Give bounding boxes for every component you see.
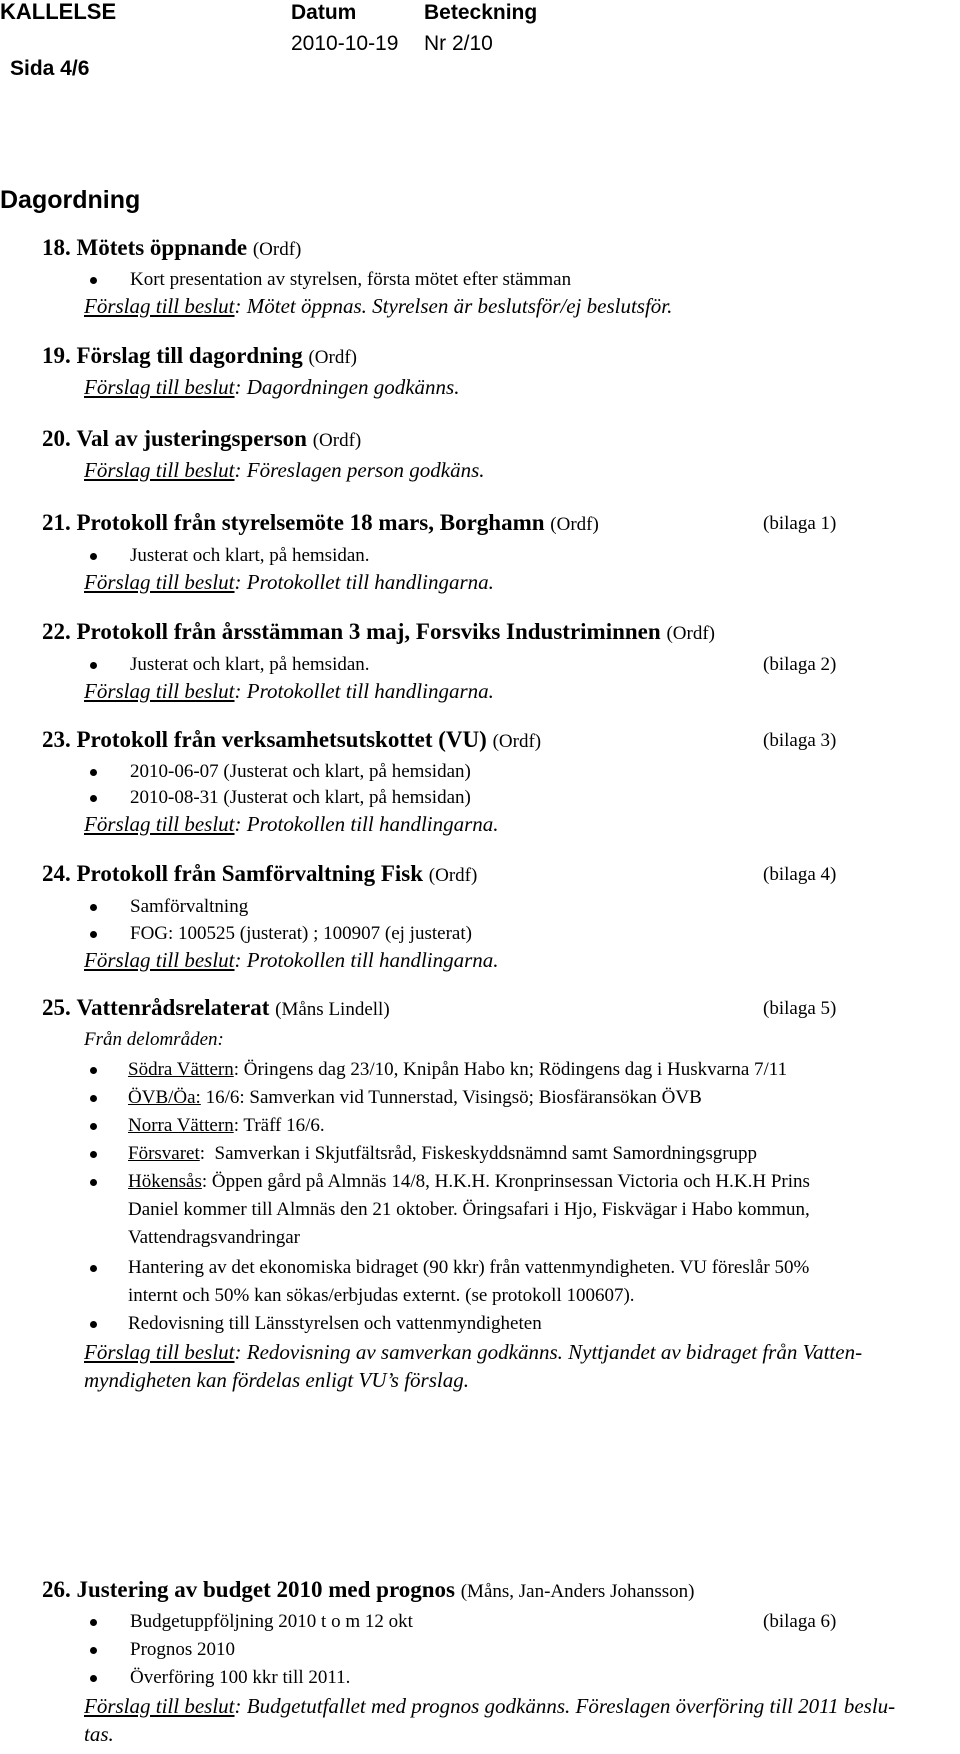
bullet-icon: [90, 1265, 97, 1272]
proposal-text: Protokollet till handlingarna.: [246, 570, 494, 594]
attachment-reference: (bilaga 5): [763, 998, 837, 1019]
item-title: Protokoll från årsstämman 3 maj, Forsviks Industriminnen: [76, 619, 661, 644]
proposal-text: myndigheten kan fördelas enligt VU’s förslag.: [84, 1368, 469, 1392]
proposal-text: Budgetutfallet med prognos godkänns. Föreslagen överföring till 2011 beslu-: [246, 1694, 896, 1718]
proposal-label: Förslag till beslut: [84, 948, 235, 972]
bullet-icon: [90, 1321, 97, 1328]
area-label: Hökensås: [128, 1171, 202, 1192]
item-responsible: (Ordf): [666, 623, 715, 644]
list-item-text: Prognos 2010: [130, 1639, 236, 1660]
item-number: 20.: [42, 426, 71, 451]
item-number: 22.: [42, 619, 71, 644]
proposal-label: Förslag till beslut: [84, 1694, 235, 1718]
item-number: 25.: [42, 995, 71, 1020]
item-heading: [42, 994, 390, 1024]
proposal-label: Förslag till beslut: [84, 1340, 235, 1364]
item-number: 24.: [42, 861, 71, 886]
bullet-icon: [90, 1675, 97, 1682]
date-value: 2010-10-19: [291, 32, 399, 55]
bullet-icon: [90, 1151, 97, 1158]
proposal-label: Förslag till beslut: [84, 375, 235, 399]
list-item-text: Kort presentation av styrelsen, första mötet efter stämman: [130, 269, 572, 290]
proposal-text: Mötet öppnas. Styrelsen är beslutsför/ej beslutsför.: [246, 294, 673, 318]
bullet-icon: [90, 795, 97, 802]
list-item-text: 2010-08-31 (Justerat och klart, på hemsidan): [130, 787, 471, 808]
item-heading: [42, 342, 357, 372]
list-item-text: Justerat och klart, på hemsidan.: [130, 654, 370, 675]
attachment-reference: (bilaga 4): [763, 864, 837, 885]
list-item-text: 2010-06-07 (Justerat och klart, på hemsidan): [130, 761, 471, 782]
proposal-text: Protokollen till handlingarna.: [246, 812, 499, 836]
item-title: Protokoll från Samförvaltning Fisk: [76, 861, 424, 886]
attachment-reference: (bilaga 2): [763, 654, 837, 675]
item-title: Förslag till dagordning: [76, 343, 303, 368]
list-item-text: Budgetuppföljning 2010 t o m 12 okt: [130, 1611, 413, 1632]
label-separator: :: [199, 1143, 206, 1164]
proposal-label: Förslag till beslut: [84, 458, 235, 482]
list-item-text: Justerat och klart, på hemsidan.: [130, 545, 370, 566]
list-item-text: FOG: 100525 (justerat) ; 100907 (ej justerat): [130, 923, 472, 944]
bullet-icon: [90, 1123, 97, 1130]
item-title: Protokoll från verksamhetsutskottet (VU): [76, 727, 487, 752]
proposal-text: Protokollet till handlingarna.: [246, 679, 494, 703]
item-heading: [42, 618, 715, 648]
item-responsible: (Ordf): [312, 430, 362, 451]
item-heading: [42, 234, 301, 264]
item-number: 19.: [42, 343, 71, 368]
label-separator: :: [233, 1115, 239, 1136]
area-label: Norra Vättern: [128, 1115, 234, 1136]
bullet-icon: [90, 553, 97, 560]
item-responsible: (Måns Lindell): [275, 999, 390, 1020]
date-label: Datum: [291, 1, 357, 24]
proposal-label: Förslag till beslut: [84, 679, 235, 703]
item-title: Vattenrådsrelaterat: [76, 995, 270, 1020]
proposal-text: Redovisning av samverkan godkänns. Nyttjandet av bidraget från Vatten-: [246, 1340, 863, 1364]
area-label: Försvaret: [128, 1143, 200, 1164]
item-title: Mötets öppnande: [76, 235, 248, 260]
item-number: 18.: [42, 235, 71, 260]
item-title: Justering av budget 2010 med prognos: [76, 1577, 455, 1602]
item-heading: [42, 509, 599, 539]
bullet-icon: [90, 1067, 97, 1074]
list-item-text: Samverkan i Skjutfältsråd, Fiskeskyddsnämnd samt Samordningsgrupp: [205, 1143, 758, 1164]
bullet-icon: [90, 904, 97, 911]
label-separator: :: [201, 1171, 208, 1192]
list-item-text: Daniel kommer till Almnäs den 21 oktober. Öringsafari i Hjo, Fiskvägar i Habo kommun,: [128, 1199, 810, 1220]
bullet-icon: [90, 1095, 97, 1102]
reference-value: Nr 2/10: [424, 32, 493, 55]
proposal-label: Förslag till beslut: [84, 570, 235, 594]
item-responsible: (Ordf): [308, 347, 357, 368]
item-responsible: (Måns, Jan-Anders Johansson): [460, 1581, 695, 1602]
list-item-text: internt och 50% kan sökas/erbjudas externt. (se protokoll 100607).: [128, 1285, 635, 1306]
area-label: Södra Vättern: [128, 1059, 234, 1080]
item-heading: [42, 726, 541, 756]
list-item-text: Överföring 100 kkr till 2011.: [130, 1667, 351, 1688]
proposal-text: Dagordningen godkänns.: [246, 375, 460, 399]
item-number: 21.: [42, 510, 71, 535]
item-title: Protokoll från styrelsemöte 18 mars, Borghamn: [76, 510, 545, 535]
attachment-reference: (bilaga 1): [763, 513, 837, 534]
item-responsible: (Ordf): [252, 239, 302, 260]
item-heading: [42, 425, 361, 455]
item-responsible: (Ordf): [492, 731, 542, 752]
document-page: KALLELSE Sida 4/6 Datum 2010-10-19 Beteckning Nr 2/10 Dagordning 18. Mötets öppnande (Ordf) Kort presentation av styrelsen, första mötet efter stämman Förslag till beslut: Mötet öppnas. Styrelsen är beslutsför/ej beslutsför. 19. Förslag till dagordning (Ordf) Förslag till beslut: Dagordningen godkänns. 20. Val av justeringsperson (Ordf) Förslag till beslut: Föreslagen person godkäns. 21. Protokoll från styrelsemöte 18 mars, Borghamn (Ordf) (bilaga 1) Justerat och klart, på hemsidan. Förslag till beslut: Protokollet till handlingarna. 22. Protokoll från årsstämman 3 maj, Forsviks Industriminnen (Ordf) Justerat och klart, på hemsidan. (bilaga 2) Förslag till beslut: Protokollet till handlingarna. 23. Protokoll från verksamhetsutskottet (VU) (Ordf) (bilaga 3) 2010-06-07 (Justerat och klart, på hemsidan) 2010-08-31 (Justerat och klart, på hemsidan) Förslag till beslut: Protokollen till handlingarna. 24. Protokoll från Samförvaltning Fisk (Ordf) (bilaga 4) Samförvaltning FOG: 100525 (justerat) ; 100907 (ej justerat) Förslag till beslut: Protokollen till handlingarna. 25. Vattenrådsrelaterat (Måns Lindell) (bilaga 5) Från delområden: Södra Vättern: Öringens dag 23/10, Knipån Habo kn; Rödingens dag i Huskvarna 7/11 ÖVB/Öa: 16/6: Samverkan vid Tunnerstad, Visingsö; Biosfäransökan ÖVB Norra Vättern: Träff 16/6. Försvaret: Samverkan i Skjutfältsråd, Fiskeskyddsnämnd samt Samordningsgrupp Hökensås: Öppen gård på Almnäs 14/8, H.K.H. Kronprinsessan Victoria och H.K.H Prins Daniel kommer till Almnäs den 21 oktober. Öringsafari i Hjo, Fiskvägar i Habo kommun, Vattendragsvandringar Hantering av det ekonomiska bidraget (90 kkr) från vattenmyndigheten. VU föreslår 50% internt och 50% kan sökas/erbjudas externt. (se protokoll 100607). Redovisning till Länsstyrelsen och vattenmyndigheten Förslag till beslut: Redovisning av samverkan godkänns. Nyttjandet av bidraget från Vatten- myndigheten kan fördelas enligt VU’s förslag. 26. Justering av budget 2010 med prognos (Måns, Jan-Anders Johansson) Budgetuppföljning 2010 t o m 12 okt (bilaga 6) Prognos 2010 Överföring 100 kkr till 2011. Förslag till beslut: Budgetutfallet med prognos godkänns. Föreslagen överföring till 2011 beslu- tas.: [0, 0, 896, 1746]
bullet-icon: [90, 1179, 97, 1186]
proposal-label: Förslag till beslut: [84, 812, 235, 836]
bullet-icon: [90, 277, 97, 284]
attachment-reference: (bilaga 3): [763, 730, 837, 751]
list-item-text: Samförvaltning: [130, 896, 249, 917]
list-item-text: Vattendragsvandringar: [128, 1227, 300, 1248]
bullet-icon: [90, 931, 97, 938]
item-title: Val av justeringsperson: [76, 426, 307, 451]
item-heading: [42, 1576, 695, 1606]
item-heading: [42, 860, 477, 890]
item-responsible: (Ordf): [550, 514, 599, 535]
list-item-text: Träff 16/6.: [238, 1115, 325, 1136]
area-label: ÖVB/Öa:: [128, 1087, 201, 1108]
list-item-text: 16/6: Samverkan vid Tunnerstad, Visingsö; Biosfäransökan ÖVB: [200, 1087, 702, 1108]
list-item-text: Redovisning till Länsstyrelsen och vattenmyndigheten: [128, 1313, 542, 1334]
list-item-text: Hantering av det ekonomiska bidraget (90 kkr) från vattenmyndigheten. VU föreslår 50%: [128, 1257, 810, 1278]
document-type: KALLELSE: [0, 0, 117, 24]
bullet-icon: [90, 662, 97, 669]
agenda-title: Dagordning: [0, 186, 141, 214]
item-responsible: (Ordf): [428, 865, 478, 886]
item-number: 26.: [42, 1577, 71, 1602]
list-item-text: Öppen gård på Almnäs 14/8, H.K.H. Kronprinsessan Victoria och H.K.H Prins: [207, 1171, 810, 1192]
subheading-text: Från delområden:: [84, 1029, 224, 1050]
proposal-label: Förslag till beslut: [84, 294, 235, 318]
bullet-icon: [90, 769, 97, 776]
reference-label: Beteckning: [424, 1, 538, 24]
page-number: Sida 4/6: [10, 57, 90, 80]
proposal-text: Föreslagen person godkäns.: [246, 458, 485, 482]
bullet-icon: [90, 1647, 97, 1654]
list-item-text: Öringens dag 23/10, Knipån Habo kn; Rödingens dag i Huskvarna 7/11: [239, 1059, 788, 1080]
item-number: 23.: [42, 727, 71, 752]
label-separator: :: [233, 1059, 239, 1080]
attachment-reference: (bilaga 6): [763, 1611, 837, 1632]
proposal-text: tas.: [84, 1722, 114, 1746]
proposal-text: Protokollen till handlingarna.: [246, 948, 499, 972]
bullet-icon: [90, 1619, 97, 1626]
